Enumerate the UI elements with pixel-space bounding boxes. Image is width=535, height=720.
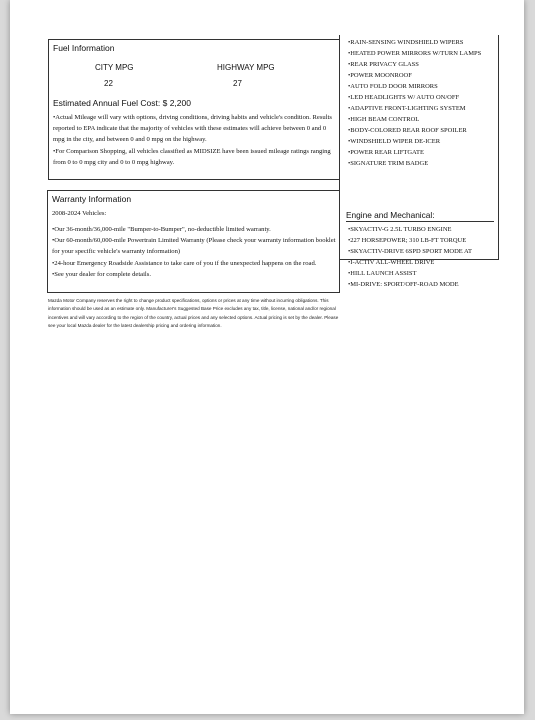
highway-mpg-value: 27 (233, 79, 242, 88)
disclaimer-text: Mazda Motor Company reserves the right to change product specifications, options or prices at any time without incurring obligations. This information should be used as an estimate only. Manufacturer's Suggested Base Price excludes any tax, title, license, national and/or regional incentives and will vary according to the region of the country, actual prices and any selected options. Actual pricing is set by the dealer. Please see your local Mazda dealer for the latest dealership pricing and ordering information. (48, 298, 339, 329)
warranty-note: •See your dealer for complete details. (52, 270, 151, 278)
engine-feature-item: •HILL LAUNCH ASSIST (348, 270, 417, 277)
features-box (339, 35, 499, 288)
feature-item: •WINDSHIELD WIPER DE-ICER (348, 138, 441, 145)
highway-mpg-label: HIGHWAY MPG (217, 63, 275, 72)
feature-item: •AUTO FOLD DOOR MIRRORS (348, 83, 438, 90)
city-mpg-label: CITY MPG (95, 63, 134, 72)
feature-item: •LED HEADLIGHTS W/ AUTO ON/OFF (348, 94, 460, 101)
fuel-notes (53, 112, 335, 168)
feature-item: •SIGNATURE TRIM BADGE (348, 160, 429, 167)
warranty-information-box (47, 190, 340, 293)
warranty-title: Warranty Information (52, 194, 132, 204)
warranty-note: •Our 60-month/60,000-mile Powertrain Limited Warranty (Please check your warranty information booklet for your specific vehicle's warranty information) (52, 237, 336, 256)
engine-feature-item: •SKYACTIV-G 2.5L TURBO ENGINE (348, 226, 452, 233)
document-page (10, 0, 524, 714)
engine-feature-item: •I-ACTIV ALL-WHEEL DRIVE (348, 259, 435, 266)
feature-item: •ADAPTIVE FRONT-LIGHTING SYSTEM (348, 105, 466, 112)
exterior-feature-list (344, 37, 481, 169)
fuel-title: Fuel Information (53, 43, 115, 53)
fuel-information-box (48, 39, 340, 180)
fuel-note: •For Comparison Shopping, all vehicles classified as MIDSIZE have been issued mileage ratings ranging from 0 to 0 mpg city and 0 to 0 mpg highway. (53, 147, 331, 166)
feature-item: •HIGH BEAM CONTROL (348, 116, 420, 123)
feature-item: •POWER MOONROOF (348, 72, 412, 79)
engine-feature-item: •SKYACTIV-DRIVE 6SPD SPORT MODE AT (348, 248, 472, 255)
warranty-subtitle: 2008-2024 Vehicles: (52, 210, 107, 217)
feature-item: •RAIN-SENSING WINDSHIELD WIPERS (348, 39, 464, 46)
engine-mechanical-heading: Engine and Mechanical: (346, 210, 435, 220)
warranty-notes (52, 224, 336, 280)
fuel-note: •Actual Mileage will vary with options, driving conditions, driving habits and vehicle's condition. Results reported to EPA indicate that the majority of vehicles with these estimates will achieve between 0 and 0 mpg in the city, and between 0 and 0 mpg on the highway. (53, 114, 332, 144)
city-mpg-value: 22 (104, 79, 113, 88)
feature-item: •HEATED POWER MIRRORS W/TURN LAMPS (348, 50, 482, 57)
feature-item: •BODY-COLORED REAR ROOF SPOILER (348, 127, 467, 134)
engine-feature-list (344, 224, 472, 290)
warranty-note: •Our 36-month/36,000-mile "Bumper-to-Bumper", no-deductible limited warranty. (52, 226, 271, 233)
engine-feature-item: •MI-DRIVE: SPORT/OFF-ROAD MODE (348, 281, 459, 288)
engine-feature-item: •227 HORSEPOWER; 310 LB-FT TORQUE (348, 237, 467, 244)
feature-item: •REAR PRIVACY GLASS (348, 61, 419, 68)
section-divider (346, 221, 494, 222)
warranty-note: •24-hour Emergency Roadside Assistance to take care of you if the unexpected happens on the road. (52, 259, 317, 267)
annual-fuel-cost: Estimated Annual Fuel Cost: $ 2,200 (53, 98, 191, 108)
feature-item: •POWER REAR LIFTGATE (348, 149, 424, 156)
